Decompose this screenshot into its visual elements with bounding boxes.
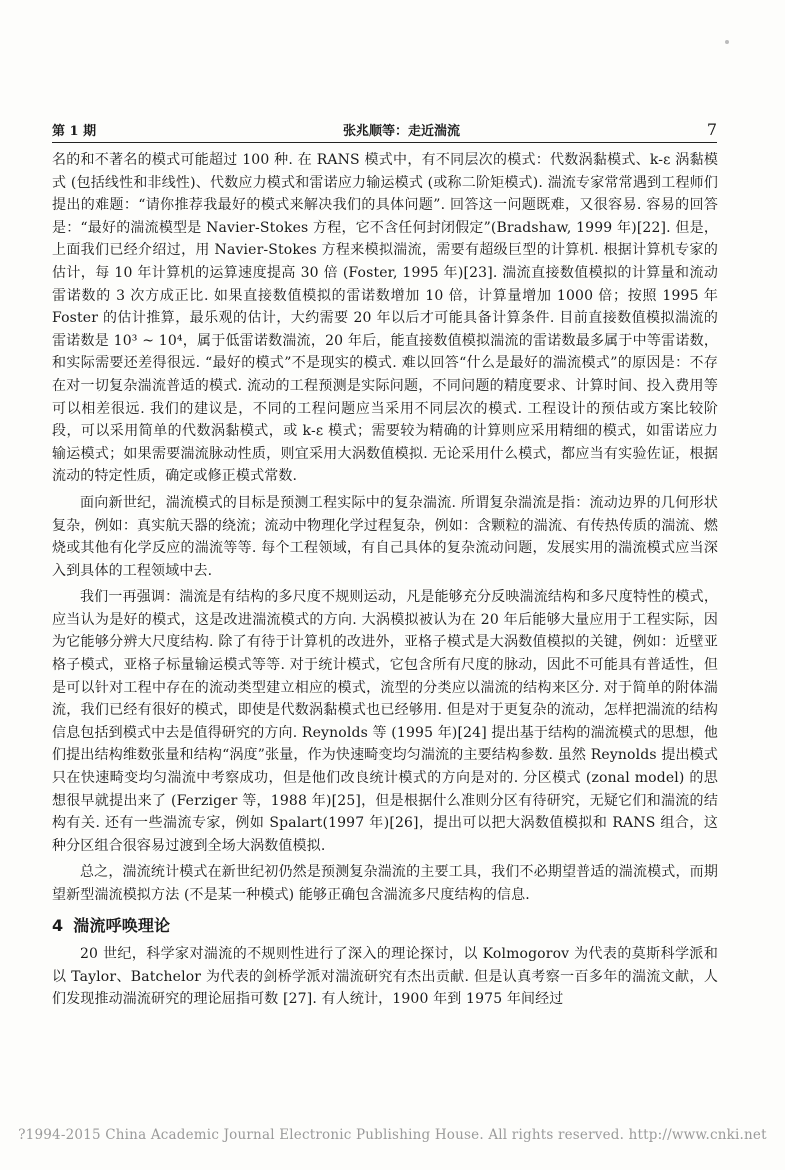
copyright-footer: ?1994-2015 China Academic Journal Electronic Publishing House. All rights reserved. http://www.cnki.net: [18, 1127, 767, 1143]
running-header: [52, 116, 717, 143]
article-body: [52, 149, 718, 1011]
running-title: 张兆顺等：走近湍流: [342, 123, 460, 139]
section-heading: [52, 915, 718, 938]
paragraph: 面向新世纪，湍流模式的目标是预测工程实际中的复杂湍流. 所谓复杂湍流是指：流动边界的几何形状复杂，例如：真实航天器的绕流；流动中物理化学过程复杂，例如：含颗粒的湍流、有传热传质的湍流、燃烧或其他有化学反应的湍流等等. 每个工程领域，有自己具体的复杂流动问题，发展实用的湍流模式应当深入到具体的工程领域中去.: [52, 494, 718, 579]
section-number: 4: [52, 915, 64, 935]
paragraph: 我们一再强调：湍流是有结构的多尺度不规则运动，凡是能够充分反映湍流结构和多尺度特性的模式，应当认为是好的模式，这是改进湍流模式的方向. 大涡模拟被认为在 20 年后能够大量应用于工程实际，因为它能够分辨大尺度结构. 除了有待于计算机的改进外，亚格子模式是大涡数值模拟的关键，例如：近壁亚格子模式，亚格子标量输运模式等等. 对于统计模式，它包含所有尺度的脉动，因此不可能具有普适性，但是可以针对工程中存在的流动类型建立相应的模式，流型的分类应以湍流的结构来区分. 对于简单的附体湍流，我们已经有很好的模式，即使是代数涡黏模式也已经够用. 但是对于更复杂的流动，怎样把湍流的结构信息包括到模式中去是值得研究的方向. Reynolds 等 (1995 年)[24] 提出基于结构的湍流模式的思想，他们提出结构维数张量和结构“涡度”张量，作为快速畸变均匀湍流的主要结构参数. 虽然 Reynolds 提出模式只在快速畸变均匀湍流中考察成功，但是他们改良统计模式的方向是对的. 分区模式 (zonal model) 的思想很早就提出来了 (Ferziger 等，1988 年)[25]，但是根据什么准则分区有待研究，无疑它们和湍流的结构有关. 还有一些湍流专家，例如 Spalart(1997 年)[26]，提出可以把大涡数值模拟和 RANS 组合，这种分区组合很容易过渡到全场大涡数值模拟.: [52, 589, 718, 854]
section-title: 湍流呼唤理论: [73, 915, 171, 935]
scan-speck: [725, 40, 729, 44]
page-number: 7: [706, 119, 717, 139]
paragraph: 20 世纪，科学家对湍流的不规则性进行了深入的理论探讨，以 Kolmogorov 为代表的莫斯科学派和以 Taylor、Batchelor 为代表的剑桥学派对湍流研究有杰出贡献. 但是认真考察一百多年的湍流文献，人们发现推动湍流研究的理论屈指可数 [27]. 有人统计，1900 年到 1975 年间经过: [52, 946, 718, 1008]
paragraph: 总之，湍流统计模式在新世纪初仍然是预测复杂湍流的主要工具，我们不必期望普适的湍流模式，而期望新型湍流模拟方法 (不是某一种模式) 能够正确包含湍流多尺度结构的信息.: [52, 864, 718, 903]
issue-label: 第 1 期: [52, 123, 97, 139]
paragraph-continued: 名的和不著名的模式可能超过 100 种. 在 RANS 模式中，有不同层次的模式：代数涡黏模式、k-ε 涡黏模式 (包括线性和非线性)、代数应力模式和雷诺应力输运模式 (或称二阶矩模式). 湍流专家常常遇到工程师们提出的难题：“请你推荐我最好的模式来解决我们的具体问题”. 回答这一问题既难，又很容易. 容易的回答是：“最好的湍流模型是 Navier-Stokes 方程，它不含任何封闭假定”(Bradshaw, 1999 年)[22]. 但是，上面我们已经介绍过，用 Navier-Stokes 方程来模拟湍流，需要有超级巨型的计算机. 根据计算机专家的估计，每 10 年计算机的运算速度提高 30 倍 (Foster, 1995 年)[23]. 湍流直接数值模拟的计算量和流动雷诺数的 3 次方成正比. 如果直接数值模拟的雷诺数增加 10 倍，计算量增加 1000 倍；按照 1995 年 Foster 的估计推算，最乐观的估计，大约需要 20 年以后才可能具备计算条件. 目前直接数值模拟湍流的雷诺数是 10³ ~ 10⁴，属于低雷诺数湍流，20 年后，能直接数值模拟湍流的雷诺数最多属于中等雷诺数，和实际需要还差得很远. “最好的模式”不是现实的模式. 难以回答“什么是最好的湍流模式”的原因是：不存在对一切复杂湍流普适的模式. 流动的工程预测是实际问题，不同问题的精度要求、计算时间、投入费用等可以相差很远. 我们的建议是，不同的工程问题应当采用不同层次的模式. 工程设计的预估或方案比较阶段，可以采用简单的代数涡黏模式，或 k-ε 模式；需要较为精确的计算则应采用精细的模式，如雷诺应力输运模式；如果需要湍流脉动性质，则宜采用大涡数值模拟. 无论采用什么模式，都应当有实验佐证，根据流动的特定性质，确定或修正模式常数.: [52, 152, 718, 485]
